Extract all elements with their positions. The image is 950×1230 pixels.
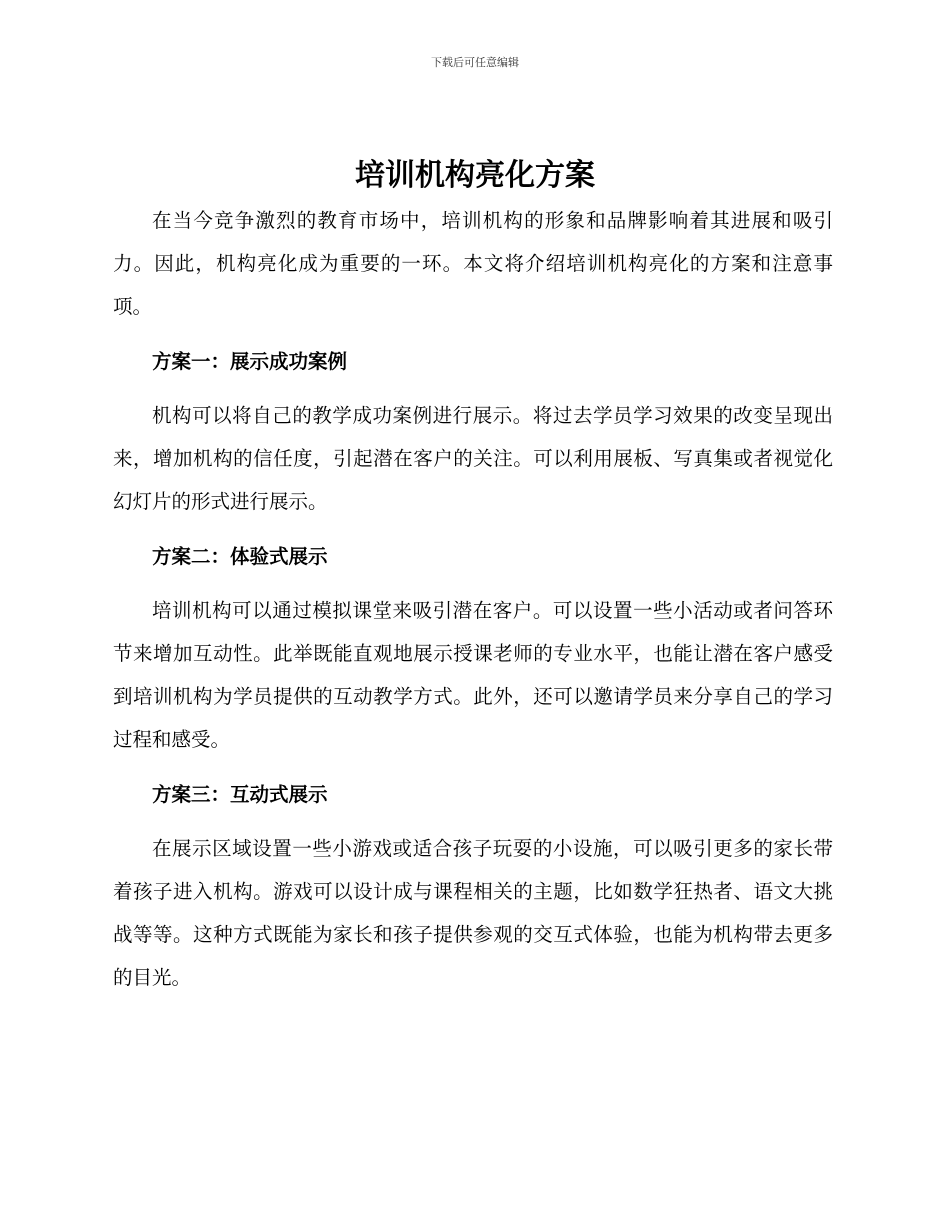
spacer [113, 761, 833, 773]
header-note: 下载后可任意编辑 [431, 56, 519, 69]
spacer [113, 523, 833, 535]
section-body-3: 在展示区域设置一些小游戏或适合孩子玩耍的小设施，可以吸引更多的家长带着孩子进入机构。游戏可以设计成与课程相关的主题，比如数学狂热者、语文大挑战等等。这种方式既能为家长和孩子提供参观的交互式体验，也能为机构带去更多的目光。 [113, 837, 833, 989]
section-body-1: 机构可以将自己的教学成功案例进行展示。将过去学员学习效果的改变呈现出来，增加机构的信任度，引起潜在客户的关注。可以利用展板、写真集或者视觉化幻灯片的形式进行展示。 [113, 404, 833, 513]
intro-paragraph: 在当今竞争激烈的教育市场中，培训机构的形象和品牌影响着其进展和吸引力。因此，机构亮化成为重要的一环。本文将介绍培训机构亮化的方案和注意事项。 [113, 209, 833, 318]
section-heading-3: 方案三：互动式展示 [152, 783, 328, 806]
spacer [113, 816, 833, 827]
section-body-2: 培训机构可以通过模拟课堂来吸引潜在客户。可以设置一些小活动或者问答环节来增加互动性。此举既能直观地展示授课老师的专业水平，也能让潜在客户感受到培训机构为学员提供的互动教学方式。此外，还可以邀请学员来分享自己的学习过程和感受。 [113, 599, 833, 751]
spacer [113, 578, 833, 589]
spacer [113, 383, 833, 394]
document-title: 培训机构亮化方案 [355, 158, 595, 193]
spacer [113, 328, 833, 340]
section-heading-1: 方案一：展示成功案例 [152, 350, 348, 373]
document-body [113, 199, 833, 999]
section-heading-2: 方案二：体验式展示 [152, 545, 328, 568]
